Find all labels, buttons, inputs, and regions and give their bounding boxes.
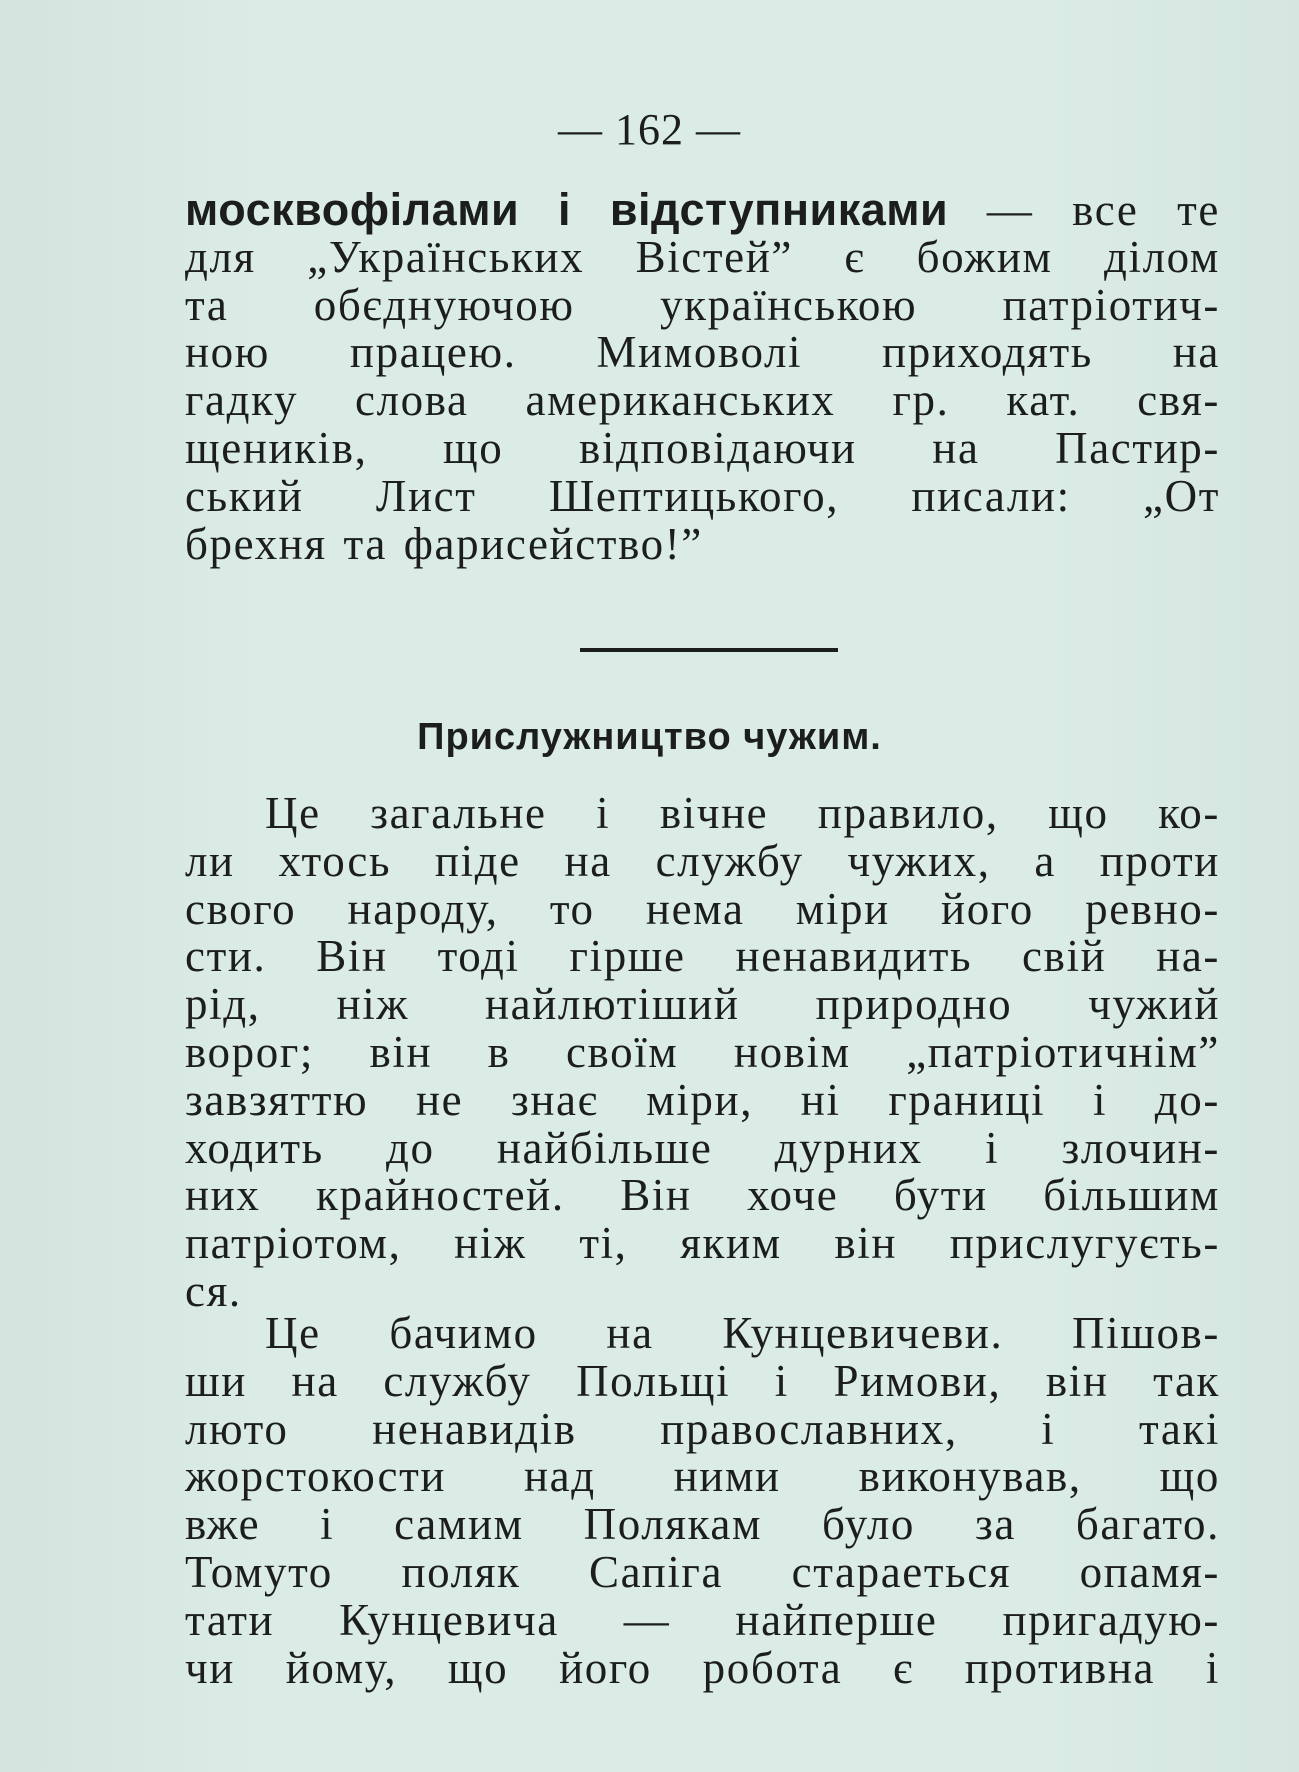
text-line: ський Лист Шептицького, писали: „От xyxy=(185,470,1220,521)
text-line: патріотом, ніж ті, яким він прислугуєть- xyxy=(185,1218,1220,1269)
paragraph xyxy=(185,1310,1220,1692)
text-fragment: — все те xyxy=(948,185,1220,235)
text-line: гадку слова американських гр. кат. свя- xyxy=(185,375,1220,426)
text-line: Томуто поляк Сапіга стараеться опамя- xyxy=(185,1546,1220,1597)
text-line: ною працею. Мимоволі приходять на xyxy=(185,327,1220,378)
text-line: них крайностей. Він хоче бути більшим xyxy=(185,1170,1220,1221)
text-line: свого народу, то нема міри його ревно- xyxy=(185,883,1220,934)
text-line: Це загальне і вічне правило, що ко- xyxy=(265,788,1220,838)
paragraph xyxy=(185,790,1220,1316)
paragraph-continuation xyxy=(185,186,1220,568)
text-line: ли хтось піде на службу чужих, а проти xyxy=(185,835,1220,886)
text-line: ся. xyxy=(185,1265,242,1316)
text-line: ши на службу Польщі і Римови, він так xyxy=(185,1355,1220,1406)
text-line: брехня та фарисейство!” xyxy=(185,518,703,569)
text-line: жорстокости над ними виконував, що xyxy=(185,1451,1220,1502)
text-line: чи йому, що його робота є противна і xyxy=(185,1642,1220,1693)
text-line: для „Українських Вістей” є божим ділом xyxy=(185,231,1220,282)
page-number: — 162 — xyxy=(558,105,741,154)
text-line: тати Кунцевича — найперше пригадую- xyxy=(185,1594,1220,1645)
text-line: вже і самим Полякам було за багато. xyxy=(185,1499,1220,1550)
section-divider xyxy=(580,648,838,652)
text-line: завзяттю не знає міри, ні границі і до- xyxy=(185,1074,1220,1125)
text-line: ходить до найбільше дурних і злочин- xyxy=(185,1122,1220,1173)
text-line: сти. Він тоді гірше ненавидить свій на- xyxy=(185,931,1220,982)
text-line: щеників, що відповідаючи на Пастир- xyxy=(185,422,1220,473)
text-line: та обєднуючою українською патріотич- xyxy=(185,279,1220,330)
text-line: люто ненавидів православних, і такі xyxy=(185,1403,1220,1454)
text-line xyxy=(185,186,1220,234)
bold-phrase: москвофілами і відступниками xyxy=(185,184,949,235)
text-line: Це бачимо на Кунцевичеви. Пішов- xyxy=(265,1308,1220,1358)
text-line: рід, ніж найлютіший природно чужий xyxy=(185,979,1220,1030)
text-line: ворог; він в своїм новім „патріотичнім” xyxy=(185,1026,1220,1077)
section-heading: Прислужництво чужим. xyxy=(417,716,882,758)
